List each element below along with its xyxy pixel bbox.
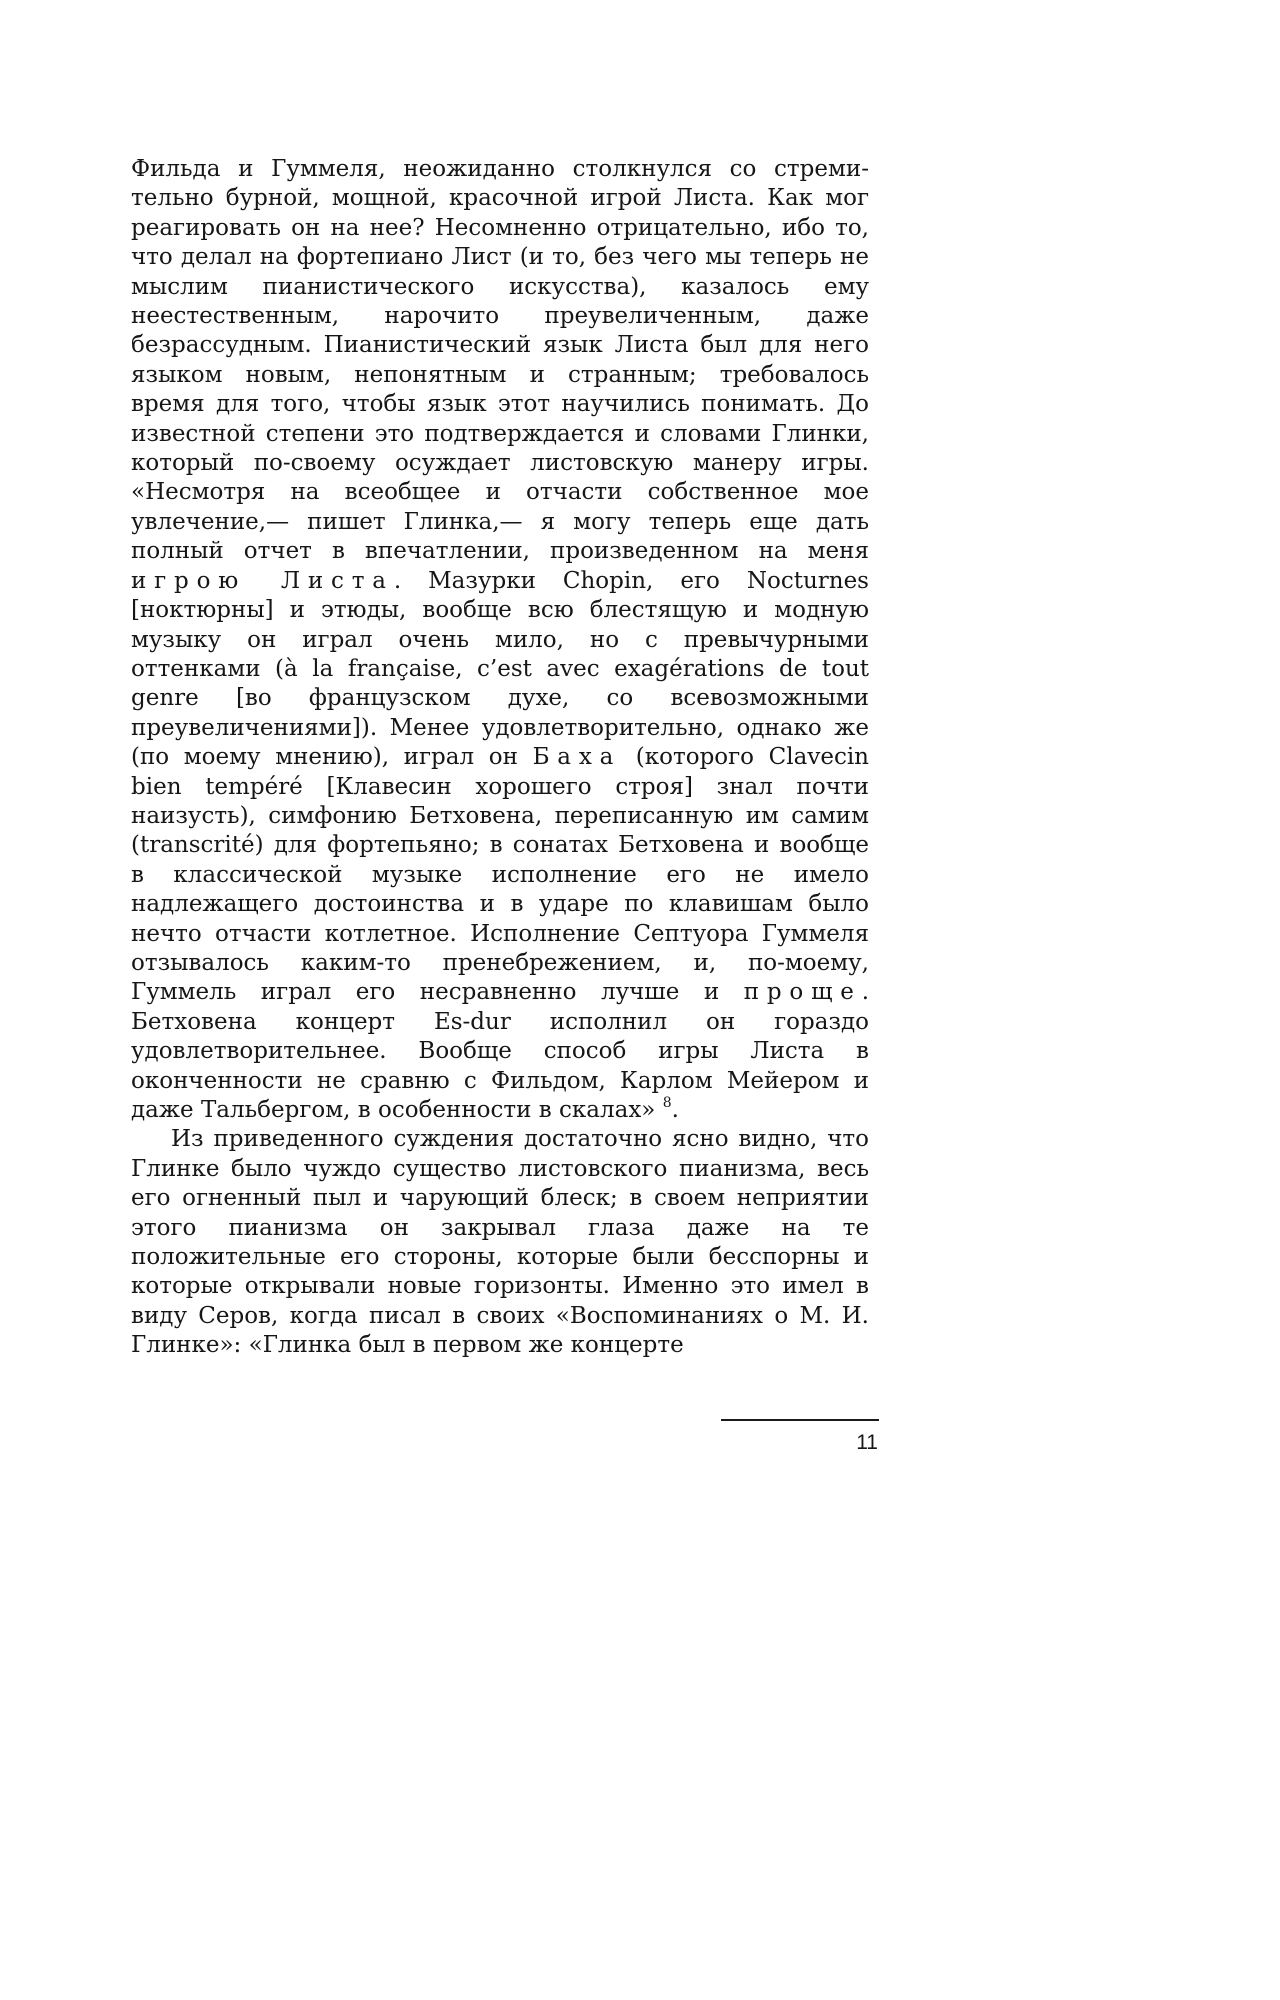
paragraph-text-part-1: Фильда и Гуммеля, неожиданно столкнулся со стремительно бурной, мощной, красочной игрой Листа. Как мог реагировать он на нее? Несомненно отрицательно, ибо то, что делал на фортепиано Лист (и то, без чего мы теперь не мыслим пианистического искусства), казалось ему неестественным, нарочито преувеличенным, даже безрассудным. Пианистический язык Листа был для него языком новым, непонятным и странным; требовалось время для того, чтобы язык этот научились понимать. До известной степени это подтверждается и словами Глинки, который по-своему осуждает листовскую манеру игры. «Несмотря на всеобщее и отчасти собственное мое увлечение,— пишет Глинка,— я могу теперь еще дать полный отчет в впечатлении, произведенном на меня [131, 156, 869, 565]
paragraph-text-part-3: (которого Clavecin bien tempéré [Клавесин хорошего строя] знал почти наизусть), симфонию Бетховена, переписанную им самим (transcrité) для фортепьяно; в сонатах Бетховена и вообще в классической музыке исполнение его не имело надлежащего достоинства и в ударе по клавишам было нечто отчасти котлетное. Исполнение Септуора Гуммеля отзывалось каким-то пренебрежением, и, по-моему, Гуммель играл его несравненно лучше и [131, 744, 869, 1006]
footnote-reference: 8 [662, 1095, 672, 1112]
paragraph-glinka-quote [131, 155, 869, 1125]
paragraph-end-period: . [671, 1097, 679, 1123]
paragraph-text-part-2: . Мазурки Chopin, его Nocturnes [ноктюрны] и этюды, вообще всю блестящую и модную музыку он играл очень мило, но с превычурными оттенками (à la française, c’est avec exagérations de tout genre [во французском духе, со всевозможными преувеличениями]). Менее удовлетворительно, однако же (по моему мнению), играл он [131, 567, 869, 771]
footer-divider [721, 1419, 879, 1421]
paragraph-text-part-4: . Бетховена концерт Es-dur исполнил он гораздо удовлетворительнее. Вообще способ игры Листа в оконченности не сравню с Фильдом, Карлом Мейером и даже Тальбергом, в особенности в скалах» [131, 979, 870, 1123]
emphasis-bakha: Баха [532, 744, 622, 771]
emphasis-igroyu-lista: игрою Листа [131, 567, 394, 594]
emphasis-proshche: проще [743, 979, 862, 1006]
body-text [131, 155, 869, 1361]
page-number: 11 [856, 1431, 878, 1454]
paragraph-serov-reference: Из приведенного суждения достаточно ясно видно, что Глинке было чуждо существо листовского пианизма, весь его огненный пыл и чарующий блеск; в своем неприятии этого пианизма он закрывал глаза даже на те положительные его стороны, которые были бесспорны и которые открывали новые горизонты. Именно это имел в виду Серов, когда писал в своих «Воспоминаниях о М. И. Глинке»: «Глинка был в первом же концерте [131, 1126, 869, 1359]
